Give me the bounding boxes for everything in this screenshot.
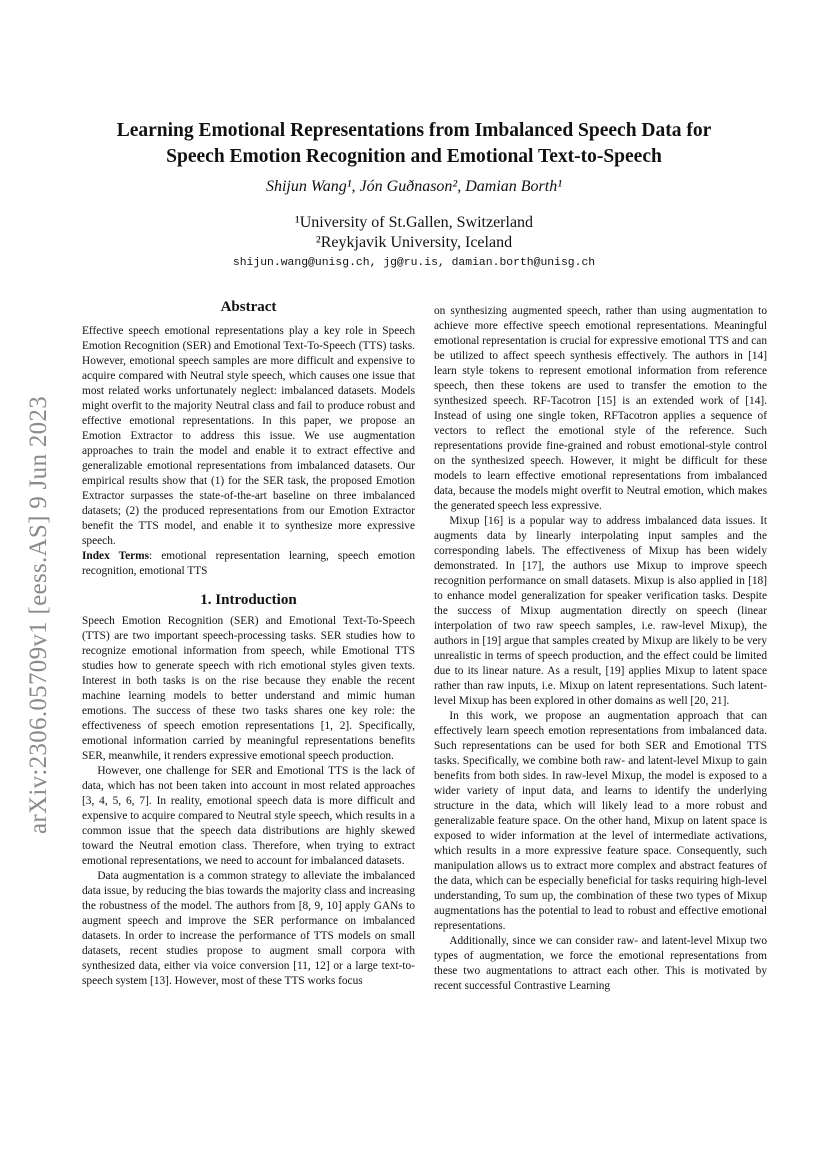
intro-paragraph-1: Speech Emotion Recognition (SER) and Emotional Text-To-Speech (TTS) are two important speech-processing tasks. SER studies how to recognize emotional information from speech, while Emotional TTS studies how to generate speech with rich emotional styles given texts. Interest in both tasks is on the rise because they enable the recent machine learning models to better understand and mimic human emotions. The success of these two tasks shares one key role: the effectiveness of speech emotion representations [1, 2]. Specifically, emotional information carried by meaningful representations benefits SER, meanwhile, it renders expressive emotional speech production.	[82, 615, 415, 762]
left-column	[82, 300, 415, 989]
index-terms	[82, 549, 415, 579]
paper-title	[80, 118, 748, 170]
index-terms-label: Index Terms	[82, 550, 150, 562]
arxiv-sidebar-stamp	[14, 365, 64, 865]
right-paragraph-1: on synthesizing augmented speech, rather than using augmentation to achieve more effective speech emotional representations. Meaningful emotional representation is crucial for expressive emotional TTS and can be utilized to affect speech synthesis effectively. The authors in [14] learn style tokens to represent emotional information from reference speech, then these tokens are used to transfer the emotion to the synthesized speech. RF-Tacotron [15] is an extended work of [14]. Instead of using one single token, RFTacotron applies a sequence of vectors to reflect the emotional style of the reference. Such representations provide fine-grained and robust emotional-style control on the synthesized speech. However, it might be difficult for these models to learn effective emotional representations from imbalanced data, because the models might overfit to Neutral emotion, which makes the generated speech less expressive.	[434, 305, 767, 512]
intro-paragraph-2: However, one challenge for SER and Emotional TTS is the lack of data, which has not been taken into account in most related approaches [3, 4, 5, 6, 7]. In reality, emotional speech data is more difficult and expensive to acquire compared to Neutral style speech, which results in a common issue that the speech data distributions are highly skewed toward the Neutral emotion class. Therefore, when trying to extract emotional representations, we need to account for imbalanced datasets.	[82, 765, 415, 867]
author-emails: shijun.wang@unisg.ch, jg@ru.is, damian.borth@unisg.ch	[232, 257, 596, 269]
right-paragraph-4: Additionally, since we can consider raw- and latent-level Mixup two types of augmentation, we force the emotional representations from these two augmentations to attract each other. This is motivated by recent successful Contrastive Learning	[434, 935, 767, 992]
abstract-text: Effective speech emotional representations play a key role in Speech Emotion Recognition (SER) and Emotional Text-To-Speech (TTS) tasks. However, emotional speech samples are more difficult and expensive to acquire compared with Neutral style speech, which causes one issue that most related works unfortunately neglect: imbalanced datasets. Models might overfit to the majority Neutral class and fail to produce robust and effective emotional representations. In this paper, we propose an Emotion Extractor to address this issue. We use augmentation approaches to train the model and enable it to extract effective and generalizable emotional representations from imbalanced datasets. Our empirical results show that (1) for the SER task, the proposed Emotion Extractor surpasses the state-of-the-art baseline on three imbalanced datasets; (2) the produced representations from our Emotion Extractor benefit the TTS model, and enable it to synthesize more expressive speech.	[82, 325, 415, 547]
affiliation-1: ¹University of St.Gallen, Switzerland	[294, 214, 534, 231]
introduction-heading: 1. Introduction	[200, 592, 297, 608]
right-paragraph-3: In this work, we propose an augmentation approach that can effectively learn speech emotion representations from imbalanced data. Such representations can be used for both SER and Emotional TTS tasks. Specifically, we combine both raw- and latent-level Mixup to gain benefits from both sides. In raw-level Mixup, the model is exposed to a wider variety of input data, and learns to identify the underlying structure in the data, which will likely lead to a more robust and generalizable feature space. On the other hand, Mixup on latent space is exposed to wider information at the level of intermediate activations, which results in a more expressive feature space. Consequently, such manipulation allows us to extract more complex and abstract features of the data, which can be especially beneficial for tasks requiring high-level understanding, To sum up, the combination of these two types of Mixup augmentations has the potential to lead to robust and effective emotional representations.	[434, 710, 767, 932]
abstract-heading: Abstract	[220, 299, 277, 315]
index-terms-text: : emotional representation learning, speech emotion recognition, emotional TTS	[82, 550, 415, 577]
arxiv-identifier: arXiv:2306.05709v1 [eess.AS] 9 Jun 2023	[25, 395, 52, 835]
intro-paragraph-3: Data augmentation is a common strategy to alleviate the imbalanced data issue, by reducing the bias towards the majority class and increasing the robustness of the model. The authors from [8, 9, 10] apply GANs to augment speech and improve the SER performance on imbalanced datasets. In order to increase the performance of TTS models on small datasets, recent studies propose to augment small corpora with synthesized data, either via voice conversion [11, 12] or a large text-to-speech system [13]. However, most of these TTS works focus	[82, 870, 415, 987]
right-paragraph-2: Mixup [16] is a popular way to address imbalanced data issues. It augments data by linearly interpolating input samples and the corresponding labels. The effectiveness of Mixup has been widely demonstrated. In [17], the authors use Mixup to improve speech recognition performance on small datasets. Mixup is also applied in [18] to enhance model generalization for speaker verification tasks. Despite the success of Mixup augmentation directly on speech (linear interpolation of two raw speech samples, i.e. raw-level Mixup), the authors in [19] argue that samples created by Mixup are likely to be very unrealistic in terms of speech production, and the effect could be limited due to its linear nature. As a result, [19] applies Mixup to latent space rather than raw inputs, i.e. Mixup on latent representations. Such latent-level Mixup has been explored in other domains as well [20, 21].	[434, 515, 767, 707]
affiliation-2: ²Reykjavik University, Iceland	[315, 234, 513, 251]
right-column	[434, 304, 767, 994]
author-list: Shijun Wang¹, Jón Guðnason², Damian Borth¹	[265, 178, 563, 195]
title-line-1: Learning Emotional Representations from Imbalanced Speech Data for	[116, 120, 712, 141]
title-line-2: Speech Emotion Recognition and Emotional Text-to-Speech	[166, 146, 662, 167]
affiliations	[80, 213, 748, 253]
